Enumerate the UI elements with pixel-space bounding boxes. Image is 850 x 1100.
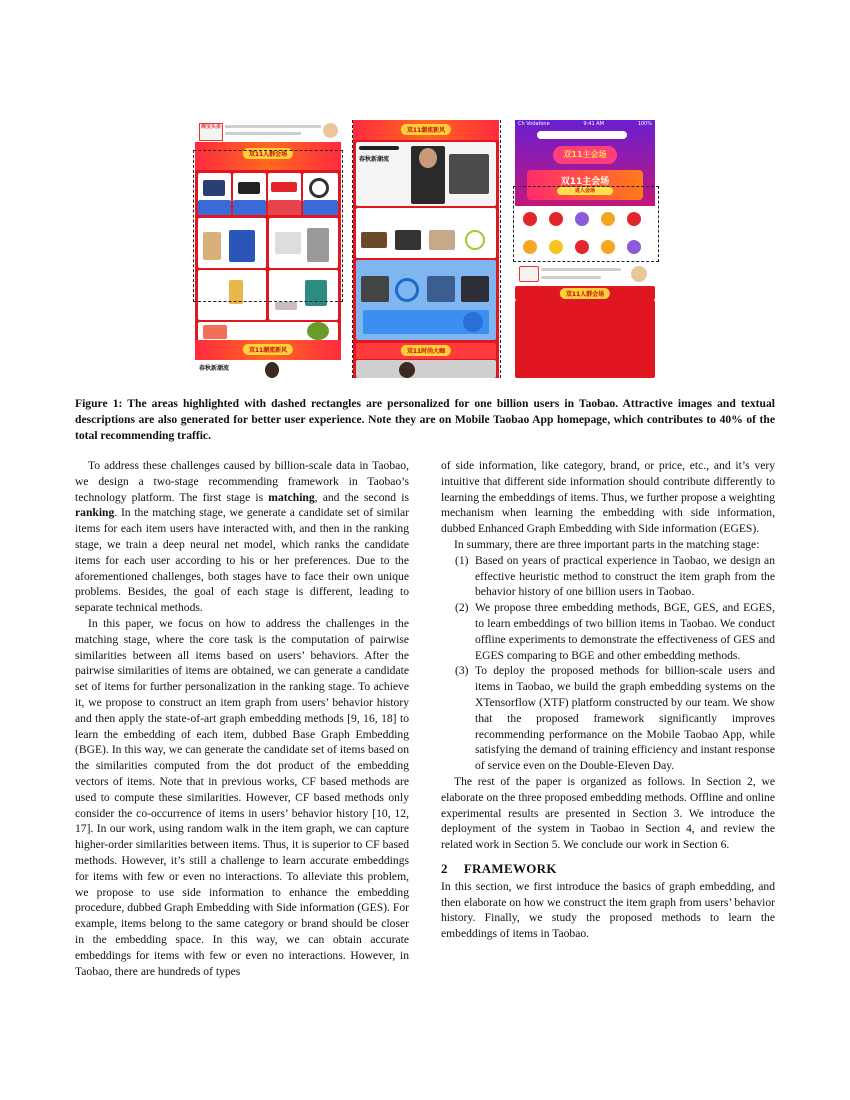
paragraph: In summary, there are three important parts in the matching stage: bbox=[454, 537, 760, 551]
main-venue-banner: 双11主会场 进入会场 bbox=[527, 170, 643, 200]
paragraph: The rest of the paper is organized as follows. In Section 2, we elaborate on the three proposed embedding methods. Offline and online experimental results are presented in Section 3. We introduce the deployment of the system in Taobao in Section 4, and review the related work in Section 5. We conclude our work in Section 6. bbox=[441, 774, 775, 852]
list-item: (1) Based on years of practical experience in Taobao, we design an effective heuristic method to construct the item graph from the behavior history of one billion users in Taobao. bbox=[455, 553, 775, 599]
section-heading: 2 FRAMEWORK bbox=[441, 860, 557, 876]
trend-banner: 双11潮流新风 bbox=[195, 340, 341, 360]
paragraph: To address these challenges caused by billion-scale data in Taobao, we design a two-stage recommending framework in Taobao’s technology platform. The first stage is matching, and the second is ranking. In the matching stage, we generate a candidate set of similar items for each item users have interacted with, and then in the ranking stage, we train a deep neural net model, which ranks the candidate items for each user according to his or her preferences. Due to the aforementioned challenges, both stages have to face their own unique problems. Besides, the goal of each stage is different, leading to separate technical methods. bbox=[75, 459, 409, 615]
figure-caption: Figure 1: The areas highlighted with dashed rectangles are personalized for one billion users in Taobao. Attractive images and textual descriptions are also generated for better user experience. Note they are on Mobile Taobao App homepage, which contributes to 40% of the total recommending traffic. bbox=[75, 397, 775, 442]
phone-screenshot-1: 淘宝头条 双11人群会场 双11潮流新风 春秋新潮流 bbox=[195, 120, 341, 378]
list-item: (2) We propose three embedding methods, BGE, GES, and EGES, to learn embeddings of two billion items in Taobao. We conduct offline experiments to demonstrate the effectiveness of GES and EGES comparing to BGE and other embedding methods. bbox=[455, 601, 775, 662]
personalized-region-2-left bbox=[352, 120, 353, 378]
taobao-toutiao-logo: 淘宝头条 bbox=[199, 123, 223, 141]
list-item: (3) To deploy the proposed methods for billion-scale users and items in Taobao, we build the graph embedding systems on the XTensorflow (XTF) platform constructed by our team. We show that the proposed framework significantly improves recommending performance on the Mobile Taobao App, while satisfying the demand of training efficiency and instant response of service even on the Double-Eleven Day. bbox=[455, 664, 775, 773]
phone-screenshot-3: Ch Vodafone 9:41 AM 100% 双11主会场 双11主会场 进入会场 双11人群会场 bbox=[515, 120, 655, 378]
phone-screenshot-2: 双11潮流新风 春秋新潮流 双11时尚大咖 bbox=[353, 120, 499, 378]
figure-1 bbox=[195, 120, 660, 378]
paragraph: In this paper, we focus on how to address the challenges in the matching stage, where the core task is the computation of pairwise similarities between all items based on users’ behaviors. After the pairwise similarities of items are obtained, we can generate a candidate set of items for further personalization in the ranking stage. To achieve it, we propose to construct an item graph from users’ behavior history and then apply the state-of-art graph embedding methods [9, 16, 18] to learn the embedding of each item, dubbed Base Graph Embedding (BGE). In this way, we can generate the candidate set of items based on the similarities computed from the dot product of the embedding vectors of items. Note that in previous works, CF based methods are used to compute these similarities. However, CF based methods only consider the co-occurrence of items in users’ behavior history [10, 12, 17]. In our work, using random walk in the item graph, we can capture higher-order similarities between items. Thus, it is superior to CF based methods. However, it’s still a challenge to learn accurate embeddings for items with few or even no interactions. To alleviate this problem, we propose to use side information to enhance the embedding procedure, dubbed Graph Embedding with Side information (GES). For example, items belong to the same category or brand should be closer in the embedding space. In this way, we can obtain accurate embeddings for items with few or even no interactions. However, in Taobao, there are hundreds of types bbox=[75, 616, 409, 978]
toutiao-bar bbox=[195, 120, 341, 142]
paragraph: of side information, like category, brand, or price, etc., and it’s very intuitive that different side information should contribute differently to learning the embeddings of items. Thus, we further propose a weighting mechanism when learning the embedding with side information, dubbed Enhanced Graph Embedding with Side information (EGES). bbox=[441, 459, 775, 536]
right-column bbox=[441, 458, 775, 942]
personalized-region-3 bbox=[513, 186, 659, 262]
contribution-list bbox=[441, 553, 775, 774]
personalized-region-2-right bbox=[500, 120, 501, 378]
left-column bbox=[75, 458, 409, 979]
crowd-venue-banner: 双11人群会场 bbox=[195, 142, 341, 170]
paragraph: In this section, we first introduce the basics of graph embedding, and then elaborate on how we construct the item graph from users’ behavior history. Finally, we study the proposed methods to learn the embeddings of items in Taobao. bbox=[441, 879, 775, 941]
personalized-region-1 bbox=[193, 150, 343, 302]
